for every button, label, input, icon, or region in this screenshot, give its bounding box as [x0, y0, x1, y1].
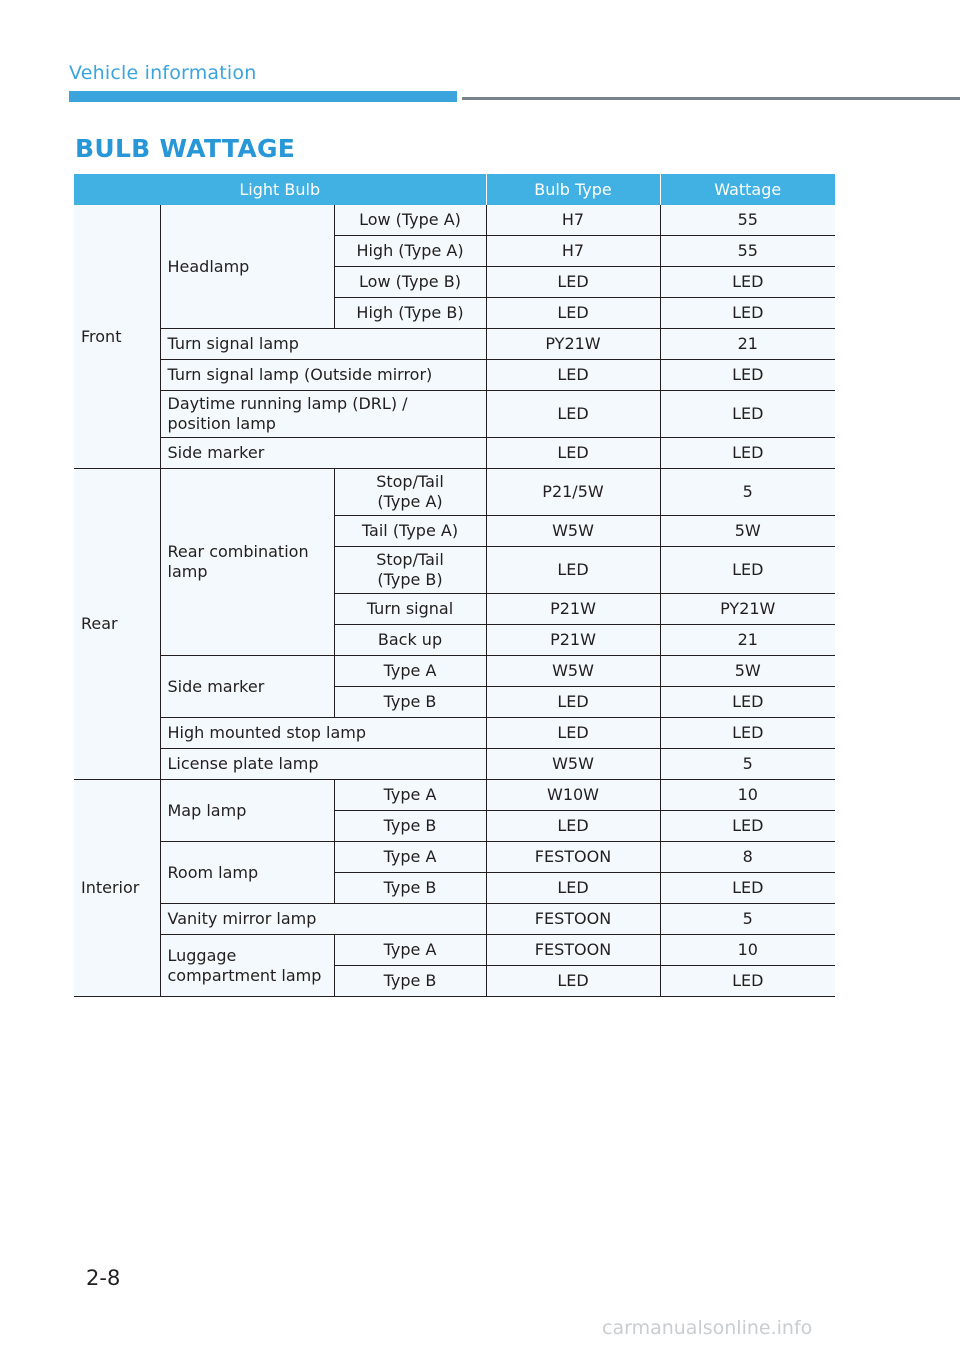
wattage: 55 — [660, 205, 835, 236]
table-header-row — [74, 174, 835, 205]
group-front: Front — [74, 205, 160, 469]
sub-label — [334, 469, 486, 516]
wattage: 8 — [660, 842, 835, 873]
wattage: LED — [660, 811, 835, 842]
bulb-type: FESTOON — [486, 935, 660, 966]
label-line: Luggage — [167, 945, 237, 965]
sub-label: High (Type A) — [334, 236, 486, 267]
wattage: PY21W — [660, 594, 835, 625]
header-bulb-type: Bulb Type — [486, 174, 660, 205]
sub-label: Tail (Type A) — [334, 516, 486, 547]
wattage: 5 — [660, 469, 835, 516]
header-rule — [462, 97, 960, 100]
bulb-type: W5W — [486, 656, 660, 687]
bulb-type: W5W — [486, 749, 660, 780]
sub-label: Type A — [334, 935, 486, 966]
wattage: 21 — [660, 625, 835, 656]
bulb-wattage-table — [74, 174, 835, 997]
bulb-type: LED — [486, 267, 660, 298]
table-row — [74, 842, 835, 873]
sub-label: High (Type B) — [334, 298, 486, 329]
wattage: LED — [660, 687, 835, 718]
table-row — [74, 749, 835, 780]
table-row — [74, 438, 835, 469]
item-room-lamp: Room lamp — [160, 842, 334, 904]
item-label: Vanity mirror lamp — [160, 904, 486, 935]
wattage: 5W — [660, 516, 835, 547]
table-row — [74, 780, 835, 811]
wattage: LED — [660, 873, 835, 904]
item-luggage-lamp — [160, 935, 334, 997]
header-light-bulb: Light Bulb — [74, 174, 486, 205]
label-line: Daytime running lamp (DRL) / — [167, 394, 408, 413]
label-line: Stop/Tail — [376, 550, 444, 569]
sub-label: Type B — [334, 687, 486, 718]
wattage: 5 — [660, 749, 835, 780]
bulb-type: P21W — [486, 625, 660, 656]
sub-label — [334, 547, 486, 594]
item-label: Turn signal lamp — [160, 329, 486, 360]
label-line: position lamp — [167, 414, 276, 433]
wattage: LED — [660, 298, 835, 329]
sub-label: Type B — [334, 811, 486, 842]
bulb-type: LED — [486, 811, 660, 842]
wattage: LED — [660, 966, 835, 997]
section-label: Vehicle information — [69, 62, 257, 84]
bulb-type: W5W — [486, 516, 660, 547]
table-row — [74, 205, 835, 236]
wattage: 21 — [660, 329, 835, 360]
header-accent-bar — [69, 91, 457, 102]
label-line: Rear combination — [167, 542, 309, 561]
bulb-type: H7 — [486, 236, 660, 267]
label-line: compartment lamp — [167, 965, 322, 985]
bulb-type: LED — [486, 547, 660, 594]
table-row — [74, 656, 835, 687]
sub-label: Type B — [334, 966, 486, 997]
label-line: lamp — [167, 562, 208, 581]
bulb-type: LED — [486, 298, 660, 329]
bulb-type: LED — [486, 873, 660, 904]
item-rear-side-marker: Side marker — [160, 656, 334, 718]
item-label — [160, 391, 486, 438]
bulb-type: P21/5W — [486, 469, 660, 516]
sub-label: Type B — [334, 873, 486, 904]
group-interior: Interior — [74, 780, 160, 997]
wattage: LED — [660, 267, 835, 298]
label-line: Stop/Tail — [376, 472, 444, 491]
item-map-lamp: Map lamp — [160, 780, 334, 842]
wattage: 10 — [660, 780, 835, 811]
bulb-type: LED — [486, 438, 660, 469]
watermark: carmanualsonline.info — [602, 1317, 813, 1339]
group-rear: Rear — [74, 469, 160, 780]
sub-label: Turn signal — [334, 594, 486, 625]
sub-label: Type A — [334, 780, 486, 811]
page-number: 2-8 — [86, 1266, 121, 1290]
sub-label: Low (Type B) — [334, 267, 486, 298]
item-label: Turn signal lamp (Outside mirror) — [160, 360, 486, 391]
bulb-type: LED — [486, 360, 660, 391]
item-rear-combination — [160, 469, 334, 656]
bulb-type: FESTOON — [486, 842, 660, 873]
table-row — [74, 935, 835, 966]
wattage: 5W — [660, 656, 835, 687]
sub-label: Low (Type A) — [334, 205, 486, 236]
item-label: High mounted stop lamp — [160, 718, 486, 749]
wattage: 10 — [660, 935, 835, 966]
sub-label: Back up — [334, 625, 486, 656]
item-label: Side marker — [160, 438, 486, 469]
bulb-type: LED — [486, 391, 660, 438]
wattage: LED — [660, 718, 835, 749]
wattage: LED — [660, 391, 835, 438]
wattage: LED — [660, 360, 835, 391]
wattage: 55 — [660, 236, 835, 267]
header-wattage: Wattage — [660, 174, 835, 205]
bulb-type: PY21W — [486, 329, 660, 360]
item-headlamp: Headlamp — [160, 205, 334, 329]
table-row — [74, 718, 835, 749]
bulb-type: LED — [486, 718, 660, 749]
wattage: 5 — [660, 904, 835, 935]
table-row — [74, 469, 835, 516]
sub-label: Type A — [334, 842, 486, 873]
table-row — [74, 329, 835, 360]
sub-label: Type A — [334, 656, 486, 687]
bulb-type: FESTOON — [486, 904, 660, 935]
bulb-type: LED — [486, 687, 660, 718]
table-row — [74, 904, 835, 935]
wattage: LED — [660, 547, 835, 594]
wattage: LED — [660, 438, 835, 469]
page-title: BULB WATTAGE — [75, 134, 296, 163]
label-line: (Type A) — [377, 492, 443, 511]
bulb-type: LED — [486, 966, 660, 997]
label-line: (Type B) — [377, 570, 443, 589]
bulb-type: P21W — [486, 594, 660, 625]
bulb-type: H7 — [486, 205, 660, 236]
item-label: License plate lamp — [160, 749, 486, 780]
bulb-type: W10W — [486, 780, 660, 811]
table-row — [74, 360, 835, 391]
table-row — [74, 391, 835, 438]
